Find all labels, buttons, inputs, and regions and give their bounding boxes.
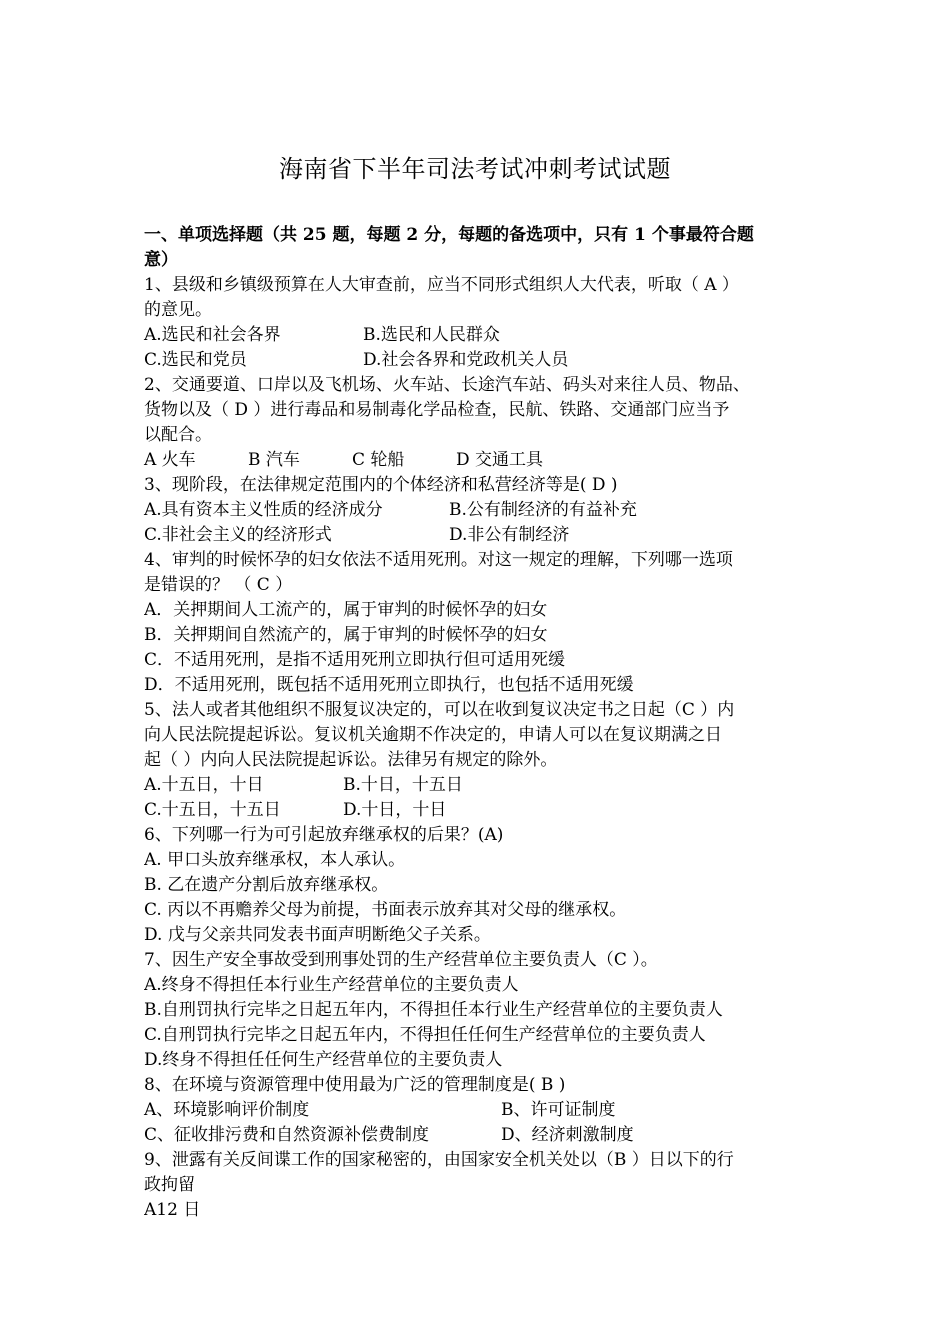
option-row: [144, 798, 810, 823]
option-line: D.终身不得担任任何生产经营单位的主要负责人: [144, 1050, 503, 1070]
question-8: [144, 1073, 810, 1148]
option-a: A 火车: [144, 450, 196, 470]
option-line: B. 乙在遗产分割后放弃继承权。: [144, 875, 389, 895]
question-text-line: 政拘留: [144, 1175, 195, 1195]
question-text-line: 以配合。: [144, 425, 212, 445]
option-line: A. 甲口头放弃继承权，本人承认。: [144, 850, 406, 870]
document-title: 海南省下半年司法考试冲刺考试试题: [279, 155, 671, 183]
option-line: D. 戊与父亲共同发表书面声明断绝父子关系。: [144, 925, 491, 945]
question-text-line: 是错误的？ （ C ）: [144, 575, 293, 595]
question-1: [144, 273, 810, 373]
option-line: A.终身不得担任本行业生产经营单位的主要负责人: [144, 975, 519, 995]
option-row: [144, 1098, 810, 1123]
option-b: B.选民和人民群众: [363, 325, 500, 345]
document-body: [144, 223, 810, 1223]
question-text-line: 2、交通要道、口岸以及飞机场、火车站、长途汽车站、码头对来往人员、物品、: [144, 375, 750, 395]
option-c: C 轮船: [352, 450, 405, 470]
question-text-line: 3、现阶段，在法律规定范围内的个体经济和私营经济等是( D ): [144, 475, 618, 495]
option-b: B.公有制经济的有益补充: [449, 500, 637, 520]
question-text-line: 起（ ）内向人民法院提起诉讼。法律另有规定的除外。: [144, 750, 558, 770]
question-text-line: 1、县级和乡镇级预算在人大审查前，应当不同形式组织人大代表，听取（ A ）: [144, 275, 739, 295]
option-line: C．不适用死刑，是指不适用死刑立即执行但可适用死缓: [144, 650, 566, 670]
question-text-line: 9、泄露有关反间谍工作的国家秘密的，由国家安全机关处以（B ）日以下的行: [144, 1150, 734, 1170]
option-c: C.十五日，十五日: [144, 800, 281, 820]
option-d: D 交通工具: [456, 450, 544, 470]
option-b: B.十日，十五日: [343, 775, 463, 795]
option-row: [144, 448, 810, 473]
option-a: A.具有资本主义性质的经济成分: [144, 500, 383, 520]
option-line: C. 丙以不再赡养父母为前提，书面表示放弃其对父母的继承权。: [144, 900, 627, 920]
question-text-line: 8、在环境与资源管理中使用最为广泛的管理制度是( B ): [144, 1075, 566, 1095]
question-2: [144, 373, 810, 473]
question-7: [144, 948, 810, 1073]
question-6: [144, 823, 810, 948]
option-b: B、许可证制度: [501, 1100, 616, 1120]
section-heading-line: 意）: [144, 250, 178, 270]
option-line: D．不适用死刑，既包括不适用死刑立即执行，也包括不适用死缓: [144, 675, 634, 695]
question-5: [144, 698, 810, 823]
option-row: [144, 348, 810, 373]
option-d: D、经济刺激制度: [501, 1125, 634, 1145]
question-text-line: 7、因生产安全事故受到刑事处罚的生产经营单位主要负责人（C ）。: [144, 950, 658, 970]
option-c: C.非社会主义的经济形式: [144, 525, 332, 545]
option-a: A、环境影响评价制度: [144, 1100, 310, 1120]
question-3: [144, 473, 810, 548]
option-d: D.社会各界和党政机关人员: [363, 350, 569, 370]
option-a: A.选民和社会各界: [144, 325, 281, 345]
option-line: C.自刑罚执行完毕之日起五年内，不得担任任何生产经营单位的主要负责人: [144, 1025, 706, 1045]
question-text-line: 6、下列哪一行为可引起放弃继承权的后果？(A): [144, 825, 504, 845]
option-d: D.十日，十日: [343, 800, 447, 820]
option-line: A．关押期间人工流产的，属于审判的时候怀孕的妇女: [144, 600, 548, 620]
question-4: [144, 548, 810, 698]
option-row: [144, 523, 810, 548]
option-row: [144, 498, 810, 523]
question-9: [144, 1148, 810, 1223]
option-line: B.自刑罚执行完毕之日起五年内，不得担任本行业生产经营单位的主要负责人: [144, 1000, 723, 1020]
question-text-line: 4、审判的时候怀孕的妇女依法不适用死刑。对这一规定的理解，下列哪一选项: [144, 550, 733, 570]
option-b: B 汽车: [248, 450, 300, 470]
question-text-line: 5、法人或者其他组织不服复议决定的，可以在收到复议决定书之日起（C ）内: [144, 700, 735, 720]
section-heading: [144, 223, 810, 273]
question-text-line: 货物以及（ D ）进行毒品和易制毒化学品检查，民航、铁路、交通部门应当予: [144, 400, 730, 420]
option-row: [144, 1123, 810, 1148]
option-row: [144, 773, 810, 798]
section-heading-line: 一、单项选择题（共 25 题，每题 2 分，每题的备选项中，只有 1 个事最符合题: [144, 225, 754, 245]
option-d: D.非公有制经济: [449, 525, 570, 545]
option-a: A.十五日，十日: [144, 775, 264, 795]
question-text-line: 向人民法院提起诉讼。复议机关逾期不作决定的，申请人可以在复议期满之日: [144, 725, 722, 745]
option-line: A12 日: [144, 1200, 201, 1220]
option-c: C、征收排污费和自然资源补偿费制度: [144, 1125, 430, 1145]
option-row: [144, 323, 810, 348]
question-text-line: 的意见。: [144, 300, 212, 320]
option-line: B．关押期间自然流产的，属于审判的时候怀孕的妇女: [144, 625, 548, 645]
option-c: C.选民和党员: [144, 350, 247, 370]
